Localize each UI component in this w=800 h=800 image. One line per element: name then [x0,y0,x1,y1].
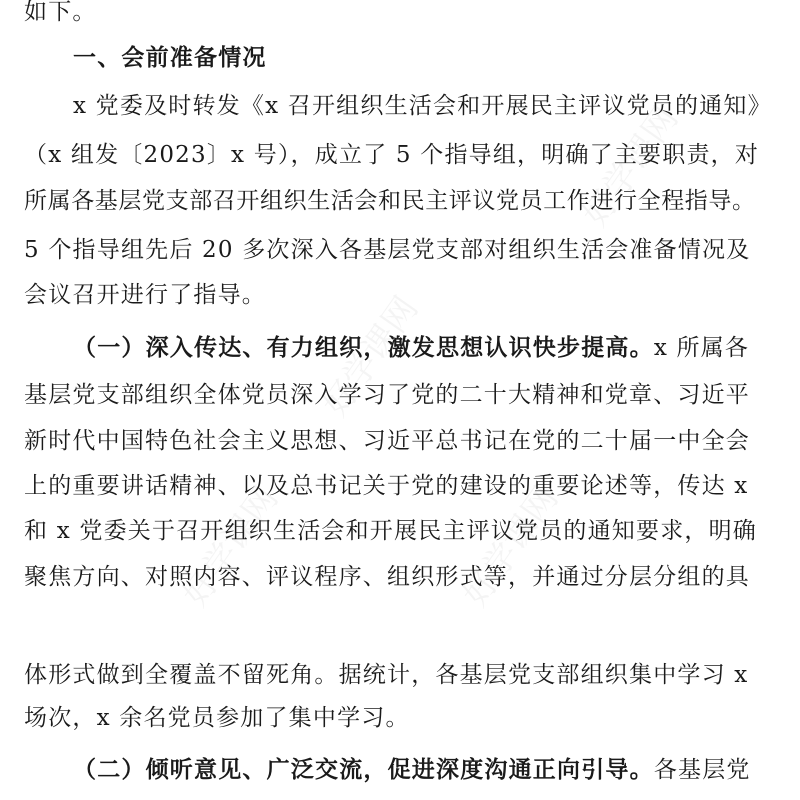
paragraph-line: 新时代中国特色社会主义思想、习近平总书记在党的二十届一中全会 [24,428,750,454]
paragraph-line: 如下。 [24,0,97,25]
paragraph-line: 基层党支部组织全体党员深入学习了党的二十大精神和党章、习近平 [24,382,750,408]
watermark: 好学课网 [575,99,687,234]
paragraph-line: （x 组发〔2023〕x 号），成立了 5 个指导组，明确了主要职责，对 [24,142,760,168]
subsection-text: x 所属各 [653,335,750,361]
paragraph-line: 和 x 党委关于召开组织生活会和开展民主评议党员的通知要求，明确 [24,518,757,544]
paragraph-line: 会议召开进行了指导。 [24,282,266,308]
subsection-text: 各基层党 [653,757,751,783]
paragraph-line: 体形式做到全覆盖不留死角。据统计，各基层党支部组织集中学习 x [24,662,749,688]
section-heading: 一、会前准备情况 [73,45,267,71]
watermark: 好学课网 [455,479,567,614]
paragraph-line: 上的重要讲话精神、以及总书记关于党的建设的重要论述等，传达 x [24,473,749,499]
subsection-title: （一）深入传达、有力组织，激发思想认识快步提高。 [73,335,654,361]
paragraph-line: 所属各基层党支部召开组织生活会和民主评议党员工作进行全程指导。 [24,188,756,214]
subsection-title: （二）倾听意见、广泛交流，促进深度沟通正向引导。 [73,757,654,783]
paragraph-line: 5 个指导组先后 20 多次深入各基层党支部对组织生活会准备情况及 [24,237,751,263]
subsection-line [73,333,749,363]
paragraph-line: x 党委及时转发《x 召开组织生活会和开展民主评议党员的通知》 [73,93,772,119]
watermark: 好学课网 [315,289,427,424]
watermark: 好学课网 [175,479,287,614]
subsection-line [73,755,751,785]
paragraph-line: 场次，x 余名党员参加了集中学习。 [24,705,410,731]
paragraph-line: 聚焦方向、对照内容、评议程序、组织形式等，并通过分层分组的具 [24,564,750,590]
